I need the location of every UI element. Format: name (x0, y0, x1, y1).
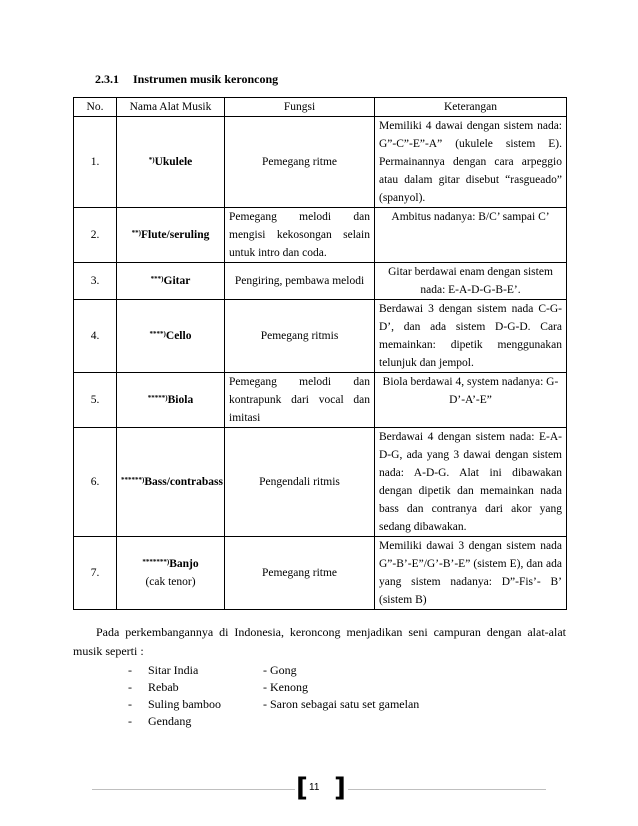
row-keterangan: Berdawai 3 dengan sistem nada C-G-D’, dan ada sistem D-G-D. Cara memainkan: dipetik menggunakan telunjuk dan jempol. (375, 300, 567, 373)
row-no: 5. (74, 373, 117, 428)
footnote-mark: ******) (121, 476, 145, 484)
list-dash: - (128, 680, 132, 694)
table-row (74, 263, 567, 300)
list-item (128, 696, 221, 713)
list-item: - Gong (263, 663, 297, 677)
row-fungsi: Pemegang melodi dan mengisi kekosongan selain untuk intro dan coda. (225, 208, 375, 263)
instrument-name: Ukulele (154, 156, 193, 168)
instrument-subname: (cak tenor) (145, 576, 196, 588)
instrument-table (73, 97, 567, 610)
table-row (74, 373, 567, 428)
list-item (128, 679, 221, 696)
list-item: - Saron sebagai satu set gamelan (263, 697, 420, 711)
row-name (117, 373, 225, 428)
row-keterangan: Gitar berdawai enam dengan sistem nada: E-A-D-G-B-E’. (375, 263, 567, 300)
header-fungsi: Fungsi (225, 98, 375, 117)
table-row (74, 300, 567, 373)
header-keterangan: Keterangan (375, 98, 567, 117)
row-keterangan: Biola berdawai 4, system nadanya: G-D’-A’-E” (375, 373, 567, 428)
section-heading (95, 72, 278, 87)
footer-bracket-left: [ (296, 773, 308, 803)
header-no: No. (74, 98, 117, 117)
row-no: 2. (74, 208, 117, 263)
instrument-name: Gitar (163, 275, 191, 287)
list-dash: - (128, 663, 132, 677)
table-header-row (74, 98, 567, 117)
footer-rule-right (348, 789, 546, 790)
instrument-list-left (128, 662, 221, 730)
row-no: 7. (74, 537, 117, 610)
footnote-mark: *****) (147, 394, 168, 402)
list-item (128, 713, 221, 730)
footer-rule-left (92, 789, 295, 790)
row-name (117, 208, 225, 263)
list-dash: - (128, 714, 132, 728)
table-row (74, 537, 567, 610)
list-item-text: Rebab (148, 680, 179, 694)
row-no: 3. (74, 263, 117, 300)
footnote-mark: ***) (150, 275, 164, 283)
instrument-name: Cello (165, 330, 192, 342)
row-no: 6. (74, 428, 117, 537)
row-name (117, 300, 225, 373)
footnote-mark: *) (148, 156, 155, 164)
list-item: - Kenong (263, 680, 308, 694)
row-name (117, 117, 225, 208)
list-item (128, 662, 221, 679)
row-no: 1. (74, 117, 117, 208)
list-item-text: Sitar India (148, 663, 199, 677)
header-nama: Nama Alat Musik (117, 98, 225, 117)
row-name (117, 263, 225, 300)
footnote-mark: ****) (149, 330, 166, 338)
section-title: Instrumen musik keroncong (133, 72, 279, 86)
table-row (74, 428, 567, 537)
row-fungsi: Pemegang ritmis (225, 300, 375, 373)
row-keterangan: Memiliki 4 dawai dengan sistem nada: G”-C”-E”-A” (ukulele sistem E). Permainannya dengan cara arpeggio atau dalam gitar disebut “rasgueado” (spanyol). (375, 117, 567, 208)
list-item-text: Gendang (148, 714, 192, 728)
row-fungsi: Pengiring, pembawa melodi (225, 263, 375, 300)
section-number: 2.3.1 (95, 72, 119, 86)
row-keterangan: Berdawai 4 dengan sistem nada: E-A-D-G, ada yang 3 dawai dengan sistem nada: A-D-G. Alat ini dibawakan dengan dipetik dan memainkan nada bass dan contranya dari akor yang sedang dibawakan. (375, 428, 567, 537)
row-fungsi: Pemegang ritme (225, 537, 375, 610)
body-paragraph: Pada perkembangannya di Indonesia, keroncong menjadikan seni campuran dengan alat-alat musik seperti : (73, 625, 566, 658)
page-number: 11 (309, 782, 320, 793)
instrument-name: Flute/seruling (140, 229, 210, 241)
footnote-mark: *******) (142, 558, 170, 566)
instrument-list-right (263, 662, 419, 713)
row-fungsi: Pemegang melodi dan kontrapunk dari vocal dan imitasi (225, 373, 375, 428)
row-name (117, 537, 225, 610)
row-no: 4. (74, 300, 117, 373)
row-fungsi: Pengendali ritmis (225, 428, 375, 537)
instrument-name: Banjo (169, 558, 199, 570)
row-keterangan: Memiliki dawai 3 dengan sistem nada G”-B’-E”/G’-B’-E” (sistem E), dan ada yang sistem nadanya: D”-Fis’- B’ (sistem B) (375, 537, 567, 610)
row-name (117, 428, 225, 537)
table-row (74, 208, 567, 263)
instrument-name: Bass/contrabass (144, 476, 223, 488)
row-keterangan: Ambitus nadanya: B/C’ sampai C’ (375, 208, 567, 263)
instrument-name: Biola (167, 394, 194, 406)
row-fungsi: Pemegang ritme (225, 117, 375, 208)
list-item-text: Suling bamboo (148, 697, 222, 711)
list-dash: - (128, 697, 132, 711)
table-row (74, 117, 567, 208)
footer-bracket-right: ] (334, 773, 346, 803)
footnote-mark: **) (131, 229, 141, 237)
